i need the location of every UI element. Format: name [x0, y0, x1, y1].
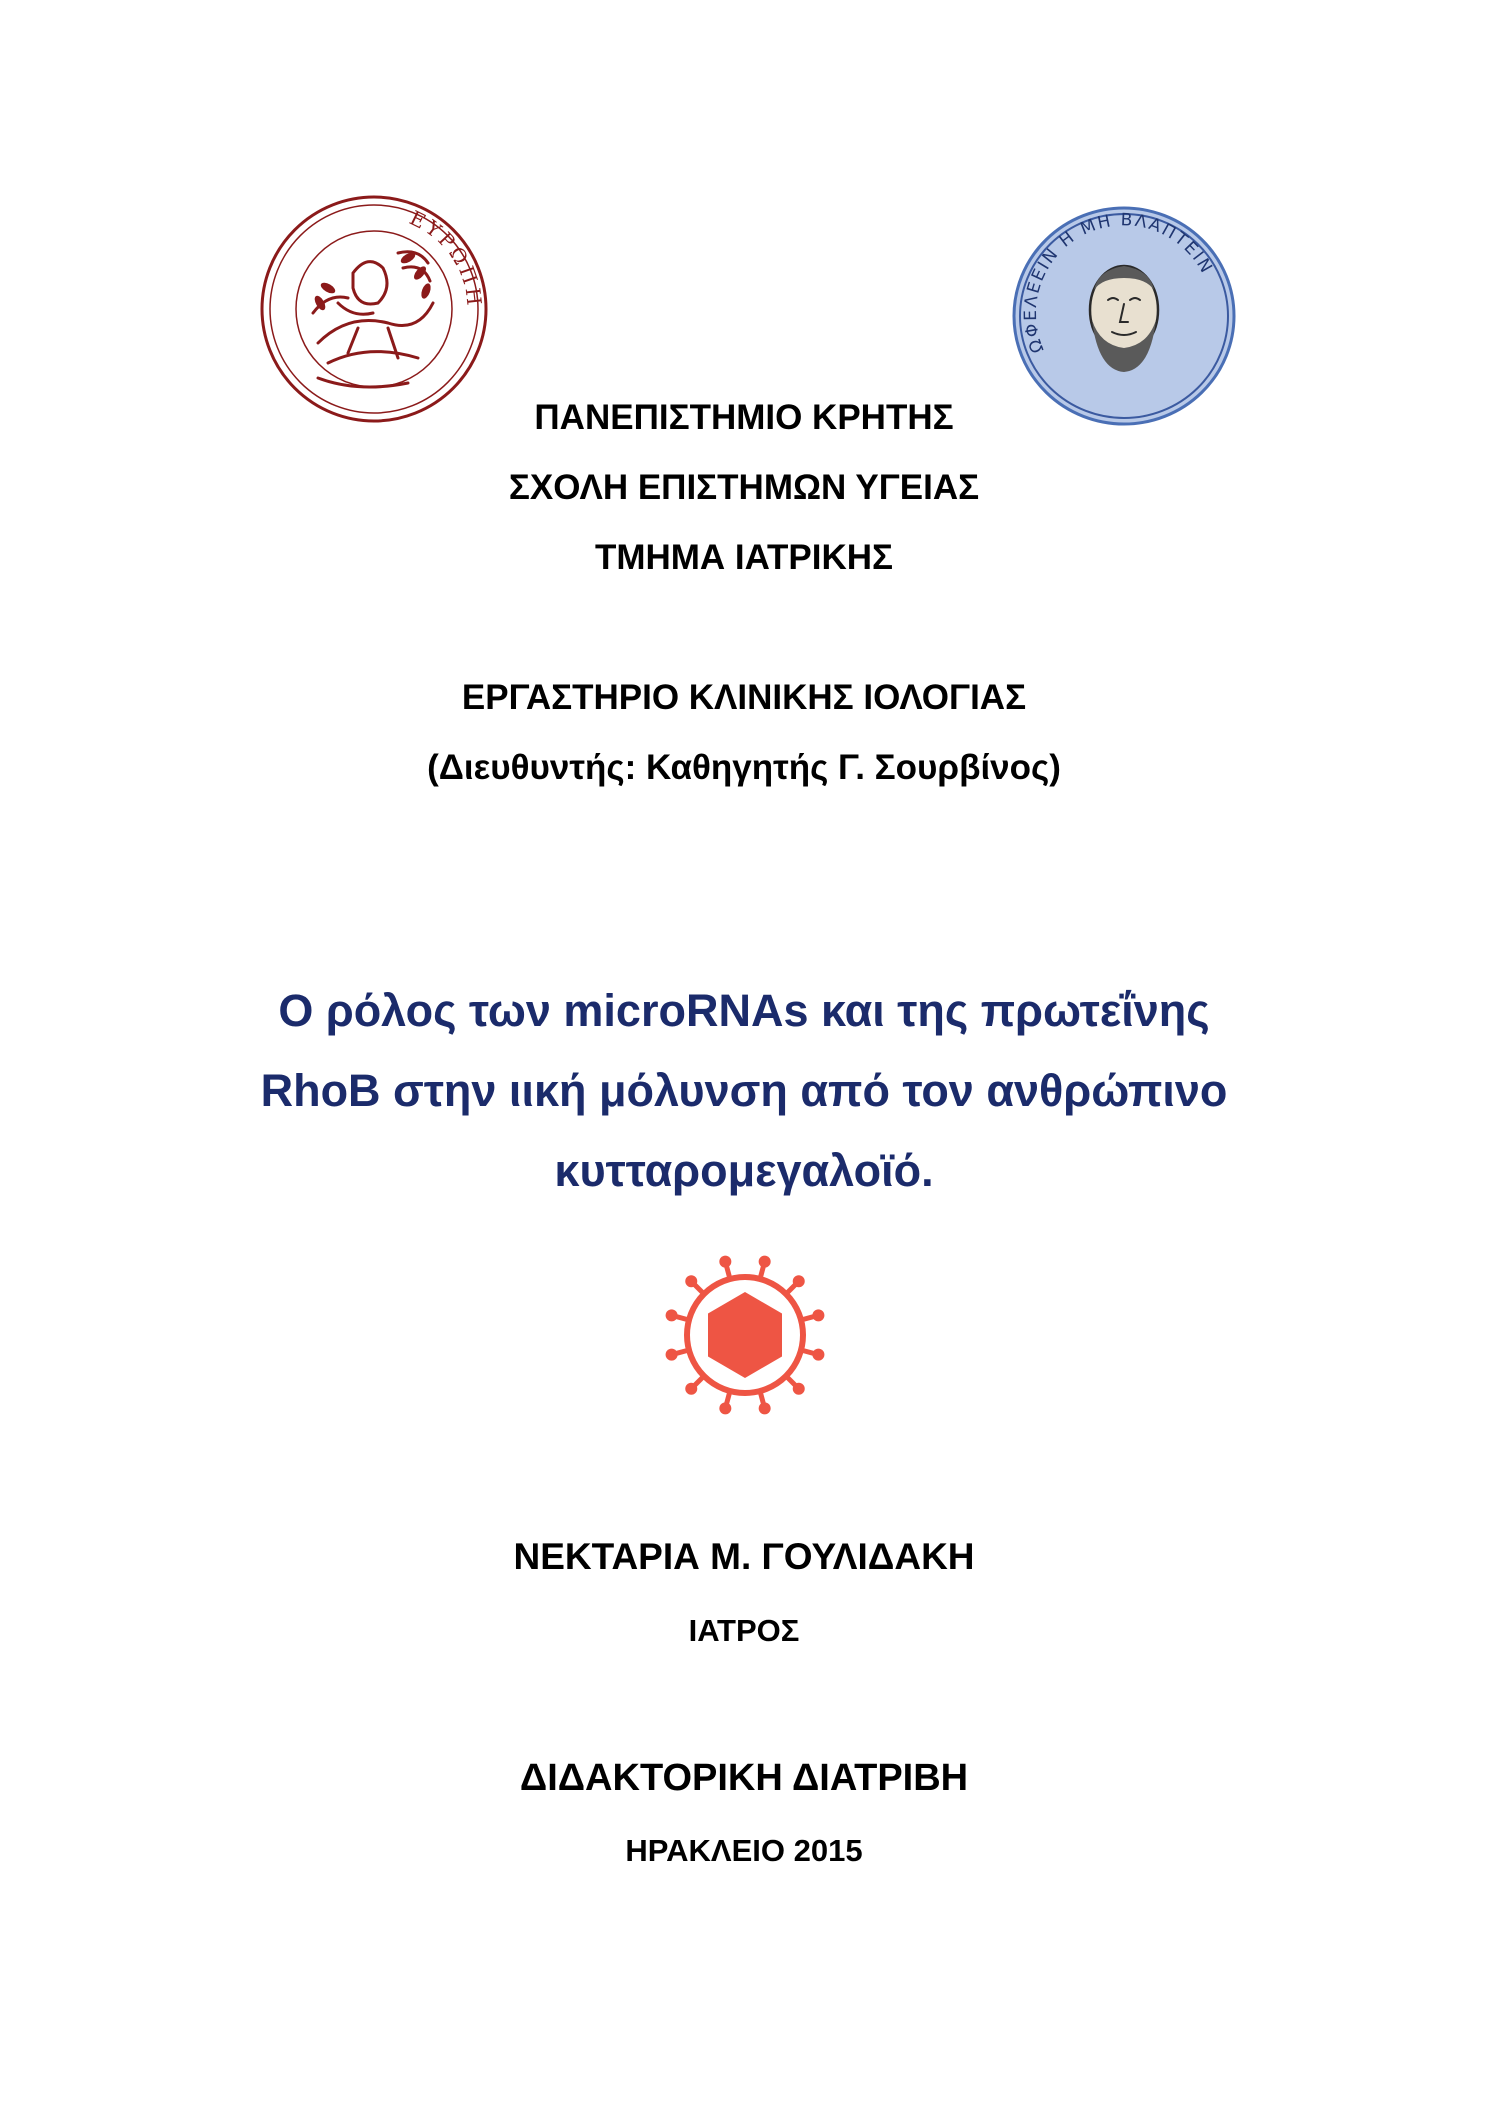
- lab-director: (Διευθυντής: Καθηγητής Γ. Σουρβίνος): [427, 748, 1061, 787]
- virus-spike-head: [812, 1309, 824, 1321]
- virus-spike-head: [759, 1402, 771, 1414]
- virus-icon: [660, 1250, 830, 1420]
- virus-spike-head: [719, 1256, 731, 1268]
- thesis-title-line-3: κυτταρομεγαλοϊό.: [554, 1145, 934, 1196]
- virus-spike-head: [685, 1275, 697, 1287]
- virus-spike-head: [812, 1349, 824, 1361]
- virus-spike-head: [793, 1275, 805, 1287]
- school-name: ΣΧΟΛΗ ΕΠΙΣΤΗΜΩΝ ΥΓΕΙΑΣ: [508, 468, 980, 507]
- seal-right-text: ΩΦΕΛΕΕΙΝ Η ΜΗ ΒΛΑΠΤΕΙΝ: [1020, 210, 1217, 356]
- virus-spike-head: [666, 1309, 678, 1321]
- thesis-title-line-1: Ο ρόλος των microRNAs και της πρωτεΐνης: [278, 985, 1210, 1036]
- author-title: ΙΑΤΡΟΣ: [688, 1613, 800, 1648]
- author-name: ΝΕΚΤΑΡΙΑ Μ. ΓΟΥΛΙΔΑΚΗ: [513, 1536, 975, 1577]
- university-name: ΠΑΝΕΠΙΣΤΗΜΙΟ ΚΡΗΤΗΣ: [534, 398, 954, 437]
- virus-spike-head: [793, 1383, 805, 1395]
- lab-name: ΕΡΓΑΣΤΗΡΙΟ ΚΛΙΝΙΚΗΣ ΙΟΛΟΓΙΑΣ: [461, 678, 1027, 717]
- seal-left-text: ΕΥΡΩΠΗ: [405, 205, 487, 310]
- document-type: ΔΙΔΑΚΤΟΡΙΚΗ ΔΙΑΤΡΙΒΗ: [519, 1757, 969, 1799]
- department-name: ΤΜΗΜΑ ΙΑΤΡΙΚΗΣ: [594, 538, 894, 577]
- virus-spike-head: [685, 1383, 697, 1395]
- thesis-title-line-2: RhoB στην ιική μόλυνση από τον ανθρώπινο: [260, 1065, 1228, 1116]
- place-year: ΗΡΑΚΛΕΙΟ 2015: [625, 1833, 863, 1868]
- virus-spike-head: [759, 1256, 771, 1268]
- university-of-crete-seal-icon: [258, 193, 490, 425]
- virus-spike-head: [666, 1349, 678, 1361]
- virus-spike-head: [719, 1402, 731, 1414]
